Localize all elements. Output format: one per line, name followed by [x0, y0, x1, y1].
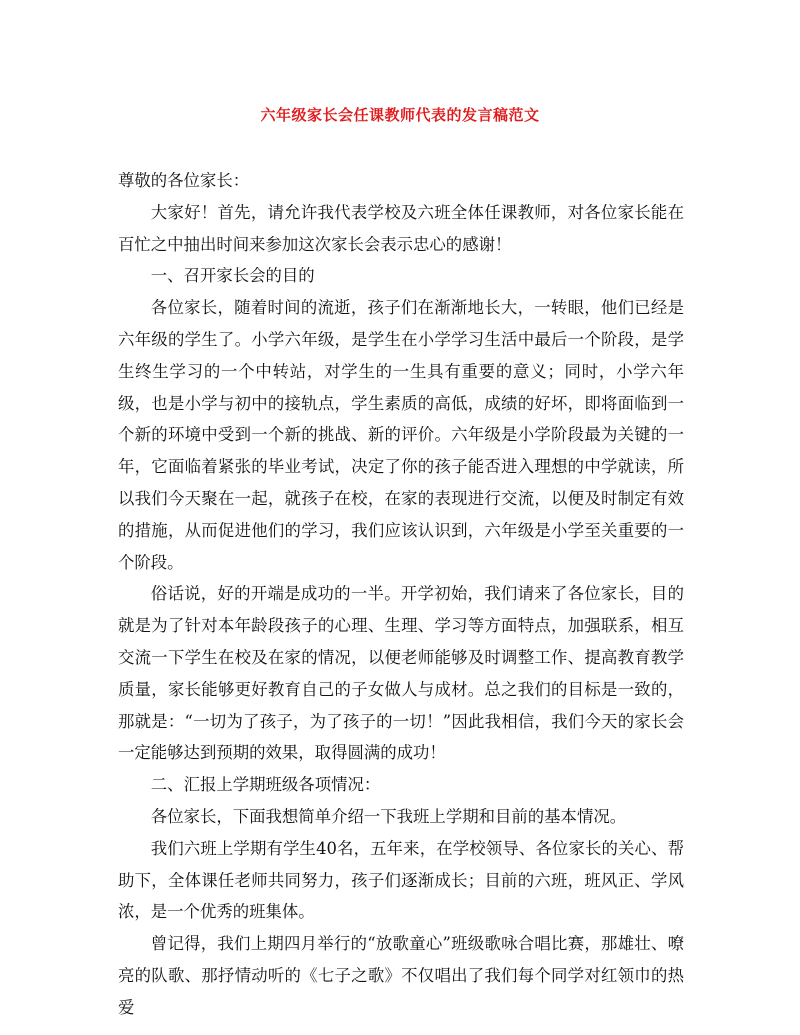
- section-heading-report: 二、汇报上学期班级各项情况：: [150, 775, 381, 795]
- salutation: 尊敬的各位家长：: [118, 171, 250, 190]
- document-body: [118, 165, 684, 1024]
- section-heading-purpose: 一、召开家长会的目的: [150, 266, 315, 286]
- paragraph-class-overview: 我们六班上学期有学生40名，五年来，在学校领导、各位家长的关心、帮助下，全体课任老师共同努力，孩子们逐渐成长；目前的六班，班风正、学风浓，是一个优秀的班集体。: [118, 838, 684, 922]
- paragraph-intro-report: 各位家长，下面我想简单介绍一下我班上学期和目前的基本情况。: [150, 806, 627, 826]
- paragraph-good-start: 俗话说，好的开端是成功的一半。开学初始，我们请来了各位家长，目的就是为了针对本年龄段孩子的心理、生理、学习等方面特点，加强联系，相互交流一下学生在校及在家的情况，以便老师能够及时调整工作、提高教育教学质量，家长能够更好教育自己的子女做人与成材。总之我们的目标是一致的，那就是：“一切为了孩子，为了孩子的一切！”因此我相信，我们今天的家长会一定能够达到预期的效果，取得圆满的成功！: [118, 584, 684, 763]
- paragraph-singing-contest: 曾记得，我们上期四月举行的“放歌童心”班级歌咏合唱比赛，那雄壮、嘹亮的队歌、那抒情动听的《七子之歌》不仅唱出了我们每个同学对红领巾的热爱: [118, 934, 684, 1017]
- paragraph-grade-six-importance: 各位家长，随着时间的流逝，孩子们在渐渐地长大，一转眼，他们已经是六年级的学生了。小学六年级，是学生在小学学习生活中最后一个阶段，是学生终生学习的一个中转站，对学生的一生具有重要的意义；同时，小学六年级，也是小学与初中的接轨点，学生素质的高低，成绩的好坏，即将面临到一个新的环境中受到一个新的挑战、新的评价。六年级是小学阶段最为关键的一年，它面临着紧张的毕业考试，决定了你的孩子能否进入理想的中学就读，所以我们今天聚在一起，就孩子在校，在家的表现进行交流，以便及时制定有效的措施，从而促进他们的学习，我们应该认识到，六年级是小学至关重要的一个阶段。: [118, 298, 684, 572]
- document-title: 六年级家长会任课教师代表的发言稿范文: [260, 106, 540, 124]
- paragraph-greeting: 大家好！首先，请允许我代表学校及六班全体任课教师，对各位家长能在百忙之中抽出时间来参加这次家长会表示忠心的感谢！: [118, 202, 684, 254]
